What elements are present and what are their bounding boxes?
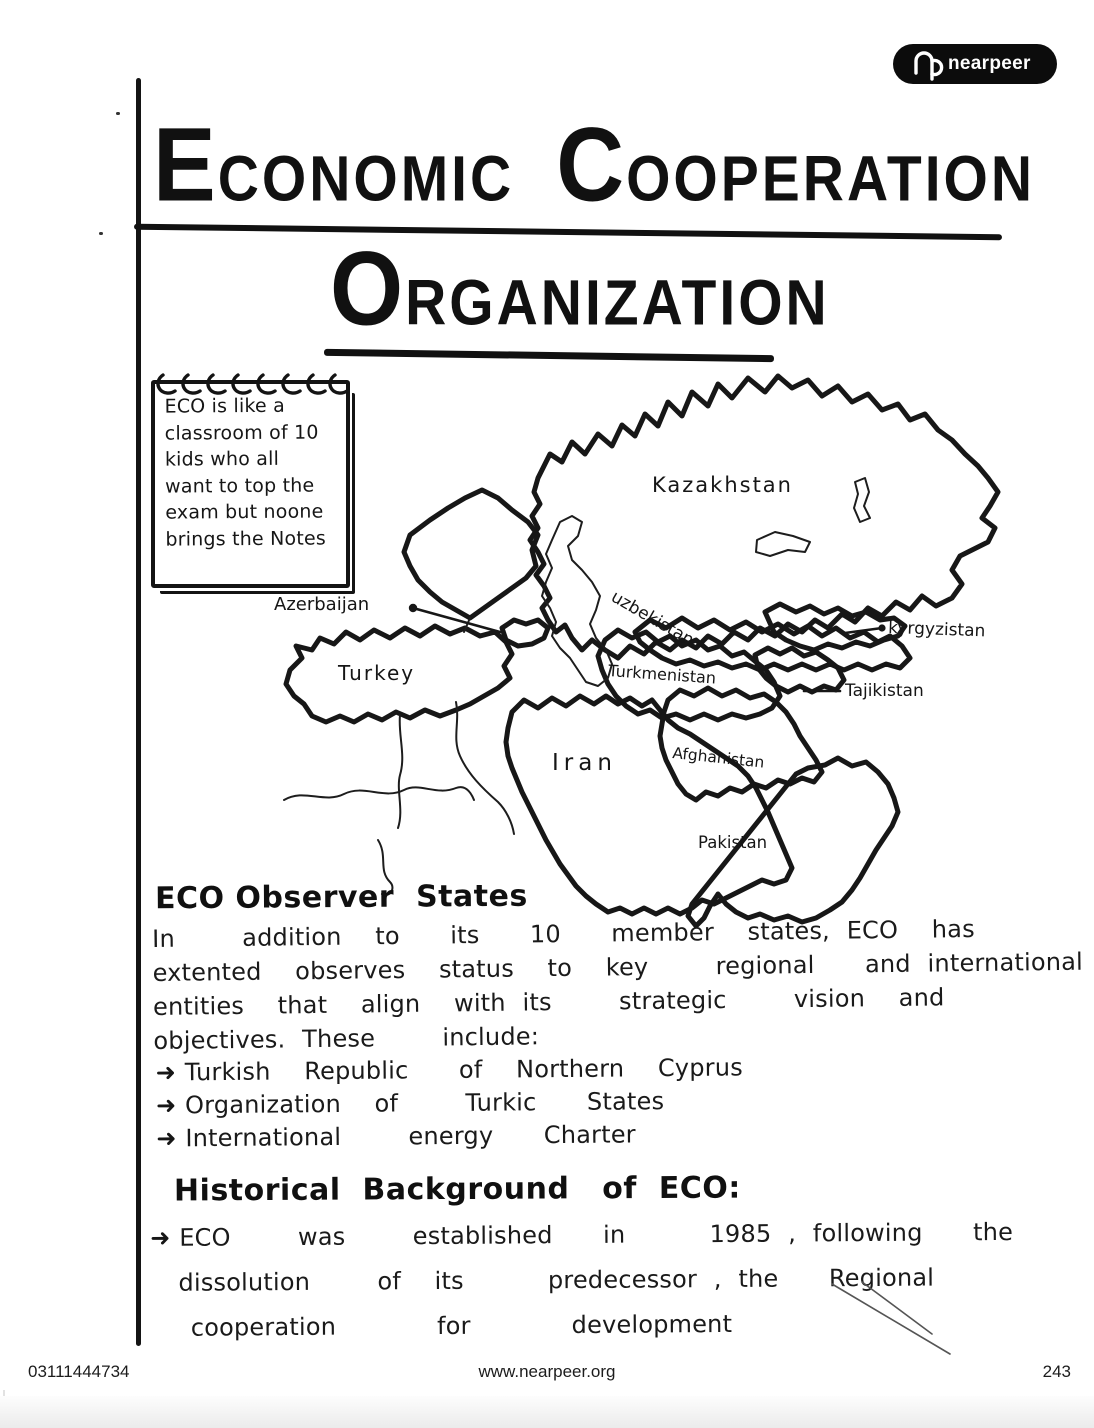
title-dropcap: E (153, 105, 218, 224)
note-text (154, 383, 346, 552)
title-word-economic (153, 105, 515, 224)
title-word-cooperation (556, 105, 1036, 224)
bullet-text: Organization of Turkic States (184, 1087, 665, 1120)
arrow-bullet-icon: ➜ (155, 1058, 176, 1087)
eco-member-states-map (260, 370, 1020, 945)
analogy-note-box (151, 380, 350, 588)
paragraph-line: objectives. These include: (153, 1022, 540, 1055)
paragraph-line: extented observes status to key regional and international (152, 947, 1084, 987)
title-rest: OOPERATION (626, 143, 1036, 216)
title-rest: CONOMIC (217, 143, 515, 216)
bullet-text: Turkish Republic of Northern Cyprus (184, 1053, 744, 1087)
scan-speck (99, 232, 103, 235)
note-line: kids who all (164, 447, 280, 471)
title-rest: RGANIZATION (405, 267, 830, 340)
observer-states-paragraph (152, 911, 1084, 1058)
map-label-kyrgyzstan: kyrgyzistan (887, 618, 986, 642)
azerbaijan-pointer-dot (409, 604, 417, 612)
mediterranean-coast-line (284, 787, 474, 800)
map-label-kazakhstan: Kazakhstan (652, 473, 793, 497)
turkmenistan-border (598, 630, 780, 720)
iraq-border-line (398, 715, 402, 828)
bullet-text: International energy Charter (185, 1120, 636, 1153)
afghanistan-border (660, 688, 822, 800)
note-line: brings the Notes (165, 526, 327, 551)
history-line: ECO was established in 1985 , following the (179, 1217, 1014, 1252)
footer-website: www.nearpeer.org (478, 1362, 616, 1381)
title-word-organization (330, 229, 830, 348)
nearpeer-logo-text: nearpeer (948, 53, 1031, 74)
kyrgyzstan-pointer-dot (878, 624, 885, 631)
title-dropcap: O (330, 229, 406, 348)
paragraph-line: entities that align with its strategic vision and (152, 983, 945, 1021)
page-bottom-edge (0, 1396, 1094, 1428)
observer-states-heading: ECO Observer States (154, 878, 528, 917)
lake-balkhash-outline (756, 532, 810, 556)
margin-rule (136, 78, 141, 1346)
caucasus-border (404, 490, 538, 618)
footer-page-number: 243 (1042, 1362, 1071, 1381)
note-line: exam but noone (165, 500, 324, 524)
kazakhstan-border (530, 376, 998, 658)
footer-phone: 03111444734 (28, 1362, 130, 1381)
history-heading: Historical Background of ECO: (173, 1170, 741, 1209)
map-label-turkey: Turkey (338, 661, 416, 685)
nearpeer-logo (893, 44, 1057, 84)
uzbekistan-border (635, 618, 910, 670)
kyrgyzstan-border (765, 604, 905, 650)
paragraph-line: In addition to its 10 member states, ECO has (152, 914, 975, 953)
map-label-afghanistan: Afghanistan (671, 744, 766, 772)
nearpeer-monogram-icon (907, 47, 941, 81)
iran-border (506, 696, 792, 914)
arrow-bullet-icon: ➜ (150, 1223, 171, 1252)
history-line: cooperation for development (190, 1309, 733, 1342)
azerbaijan-pointer-line (413, 608, 500, 632)
bullet-item (156, 1051, 743, 1089)
map-label-turkmenistan: Turkmenistan (607, 661, 717, 688)
page-title-line1 (153, 105, 1036, 224)
pakistan-border (688, 758, 898, 926)
caspian-sea-outline (542, 516, 612, 686)
note-line: classroom of 10 (164, 421, 319, 445)
scan-speck (116, 112, 120, 115)
history-line: dissolution of its predecessor , the Regional (178, 1263, 935, 1297)
tajikistan-border (755, 648, 844, 692)
observer-states-bullets (156, 1051, 744, 1155)
note-line: want to top the (165, 474, 315, 498)
map-label-uzbekistan: uzbekistan (607, 587, 698, 651)
map-label-tajikistan: Tajikistan (845, 681, 924, 701)
turkey-border (286, 626, 512, 722)
map-label-azerbaijan: Azerbaijan (274, 594, 370, 615)
map-label-pakistan: Pakistan (698, 833, 768, 852)
arrow-bullet-icon: ➜ (155, 1091, 177, 1120)
title-underline-2 (324, 349, 774, 362)
azerbaijan-border (502, 620, 548, 646)
title-underline (134, 224, 1002, 241)
pen-scribble (828, 1282, 968, 1362)
note-line: ECO is like a (164, 394, 285, 418)
lake-zaysan-outline (854, 478, 870, 522)
map-label-iran: Iran (552, 750, 617, 776)
kyrgyzstan-pointer-line (845, 628, 882, 633)
iraq-iran-border-line (456, 702, 514, 834)
page-title-line2 (330, 229, 830, 348)
bullet-item (156, 1117, 743, 1155)
title-dropcap: C (556, 105, 627, 224)
caucasus-turkey-link-line (464, 618, 470, 632)
arrow-bullet-icon: ➜ (156, 1124, 177, 1153)
bullet-item (156, 1084, 743, 1122)
